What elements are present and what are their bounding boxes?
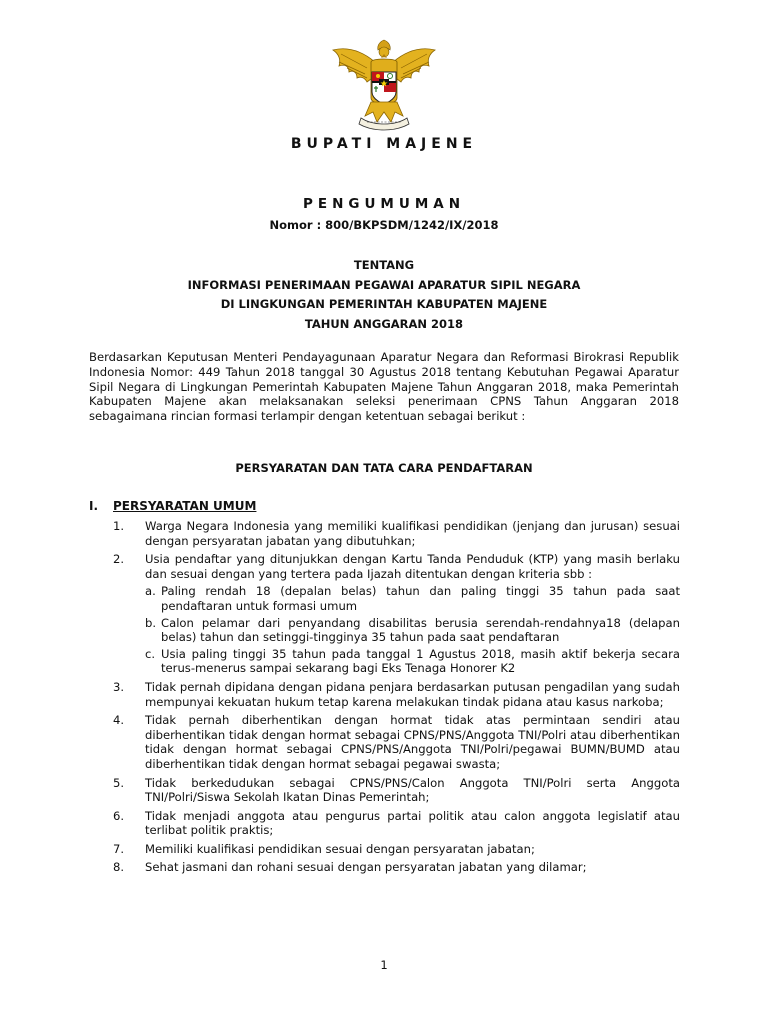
sub-list-item xyxy=(145,584,680,613)
item-number: 3. xyxy=(113,679,125,694)
subject-line: INFORMASI PENERIMAAN PEGAWAI APARATUR SIPIL NEGARA xyxy=(187,277,581,292)
section-heading: PERSYARATAN DAN TATA CARA PENDAFTARAN xyxy=(235,461,533,475)
item-number: 6. xyxy=(113,808,125,823)
item-text: Warga Negara Indonesia yang memiliki kualifikasi pendidikan (jenjang dan jurusan) sesuai dengan persyaratan jabatan yang dibutuhkan; xyxy=(145,519,680,548)
requirements-list xyxy=(113,519,680,879)
list-item xyxy=(113,680,680,709)
list-item xyxy=(113,776,680,805)
sub-item-letter: b. xyxy=(145,615,157,630)
announcement-title: PENGUMUMAN xyxy=(302,196,466,212)
issuer-heading: BUPATI MAJENE xyxy=(290,136,478,152)
list-item xyxy=(113,860,680,875)
item-text: Memiliki kualifikasi pendidikan sesuai dengan persyaratan jabatan; xyxy=(145,841,535,856)
sub-list-item xyxy=(145,647,680,676)
page-number: 1 xyxy=(380,958,388,972)
item-text: Tidak menjadi anggota atau pengurus partai politik atau calon anggota legislatif atau terlibat politik praktis; xyxy=(145,808,680,838)
subsection-title: PERSYARATAN UMUM xyxy=(113,499,257,513)
item-number: 5. xyxy=(113,775,125,790)
sub-list-item xyxy=(145,616,680,645)
item-text: Sehat jasmani dan rohani sesuai dengan persyaratan jabatan yang dilamar; xyxy=(145,860,587,875)
subject-line: DI LINGKUNGAN PEMERINTAH KABUPATEN MAJENE xyxy=(220,297,548,311)
item-number: 2. xyxy=(113,552,125,567)
subject-line: TENTANG xyxy=(353,258,415,272)
intro-paragraph: Berdasarkan Keputusan Menteri Pendayagunaan Aparatur Negara dan Reformasi Birokrasi Republik Indonesia Nomor: 449 Tahun 2018 tanggal 30 Agustus 2018 tentang Kebutuhan Pegawai Aparatur Sipil Negara di Lingkungan Pemerintah Kabupaten Majene Tahun Anggaran 2018, maka Pemerintah Kabupaten Majene akan melaksanakan seleksi penerimaan CPNS Tahun Anggaran 2018 sebagaimana rincian formasi terlampir dengan ketentuan sebagai berikut : xyxy=(89,350,679,424)
list-item xyxy=(113,552,680,676)
item-number: 7. xyxy=(113,841,125,856)
announcement-number: Nomor : 800/BKPSDM/1242/IX/2018 xyxy=(269,218,499,232)
garuda-pancasila-emblem-icon xyxy=(327,36,441,132)
age-criteria-list xyxy=(145,584,680,676)
sub-item-letter: c. xyxy=(145,646,156,661)
list-item xyxy=(113,809,680,838)
item-number: 4. xyxy=(113,713,125,728)
item-text: Tidak pernah dipidana dengan pidana penjara berdasarkan putusan pengadilan yang sudah mempunyai kekuatan hukum tetap karena melakukan tindak pidana atau kasus narkoba; xyxy=(145,679,680,709)
subsection-heading xyxy=(89,499,256,513)
list-item xyxy=(113,713,680,771)
sub-item-text: Usia paling tinggi 35 tahun pada tanggal 1 Agustus 2018, masih aktif bekerja secara terus-menerus sampai sekarang bagi Eks Tenaga Honorer K2 xyxy=(161,646,680,676)
list-item xyxy=(113,519,680,548)
item-text: Tidak berkedudukan sebagai CPNS/PNS/Calon Anggota TNI/Polri serta Anggota TNI/Polri/Siswa Sekolah Ikatan Dinas Pemerintah; xyxy=(145,775,680,805)
sub-item-text: Calon pelamar dari penyandang disabilitas berusia serendah-rendahnya18 (delapan belas) tahun dan setinggi-tingginya 35 tahun pada saat pendaftaran xyxy=(161,615,680,645)
list-item xyxy=(113,842,680,857)
item-text: Tidak pernah diberhentikan dengan hormat tidak atas permintaan sendiri atau diberhentikan tidak dengan hormat sebagai CPNS/PNS/Anggota TNI/Polri atau diberhentikan tidak dengan hormat sebagai CPNS/PNS/Anggota TNI/Polri/pegawai BUMN/BUMD atau diberhentikan tidak dengan hormat sebagai pegawai swasta; xyxy=(145,713,680,771)
sub-item-text: Paling rendah 18 (depalan belas) tahun dan paling tinggi 35 tahun pada saat pendaftaran untuk formasi umum xyxy=(161,584,680,613)
item-number: 1. xyxy=(113,519,125,533)
announcement-subject xyxy=(0,256,768,334)
subject-line: TAHUN ANGGARAN 2018 xyxy=(304,316,464,331)
item-number: 8. xyxy=(113,860,125,875)
item-text: Usia pendaftar yang ditunjukkan dengan Kartu Tanda Penduduk (KTP) yang masih berlaku dan sesuai dengan yang tertera pada Ijazah ditentukan dengan kriteria sbb : xyxy=(145,552,680,581)
sub-item-letter: a. xyxy=(145,584,156,599)
subsection-number: I. xyxy=(89,499,99,513)
